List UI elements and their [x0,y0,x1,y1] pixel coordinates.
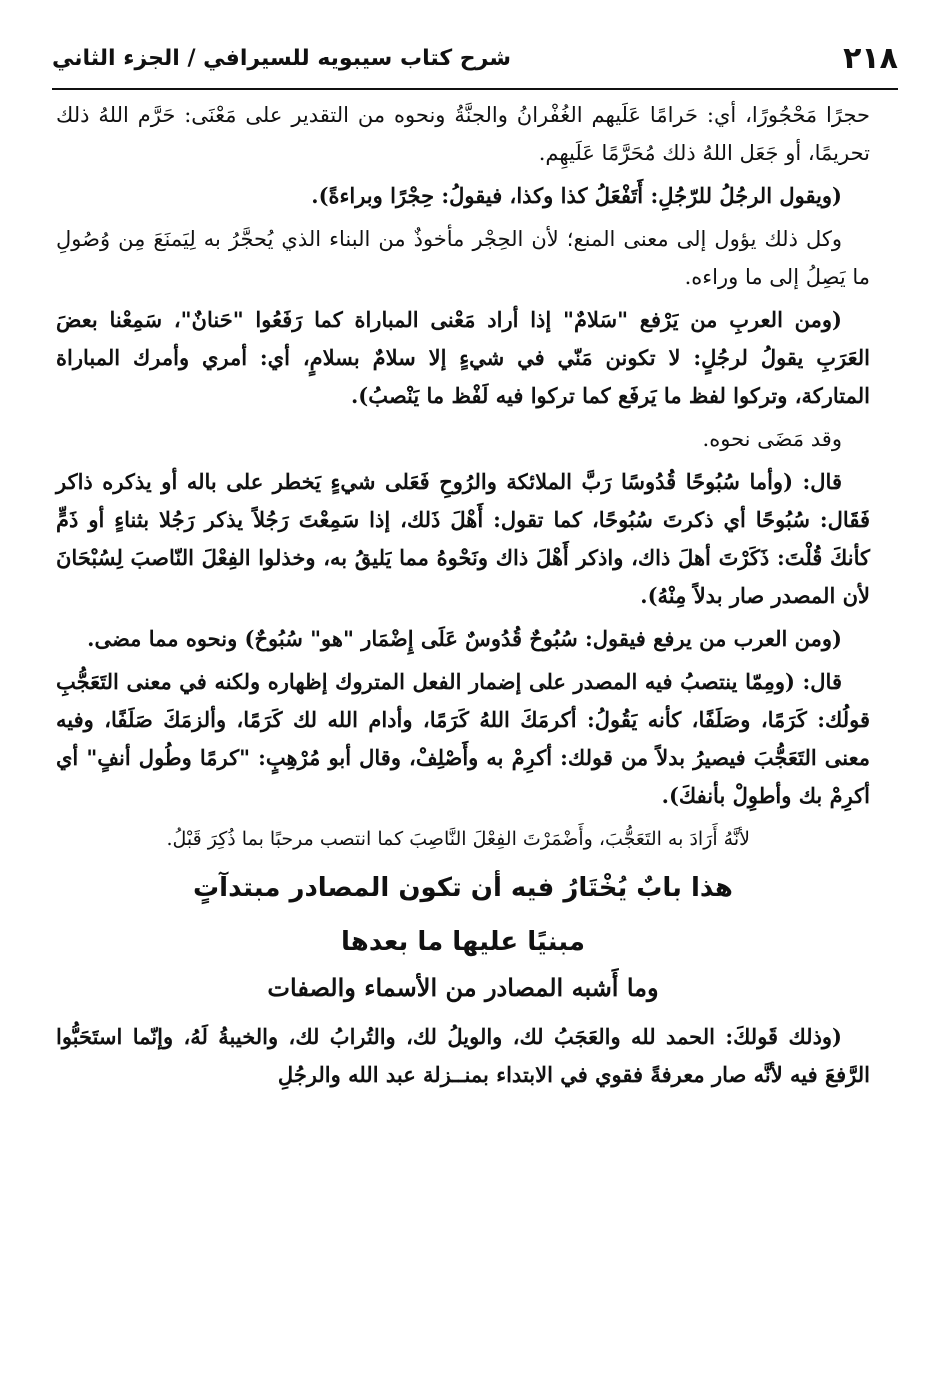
paragraph-6: قال: (وأما سُبُوحًا قُدُوسًا رَبَّ الملائكة والرُوحِ فَعَلى شيءٍ يَخطر على باله أو يذكره ذاكر فَقَال: سُبُوحًا أي ذكرتَ سُبُوحًا، كما تقول: أَهْلَ ذَلك، إذا سَمِعْتَ رَجُلاً يذكر رَجُلا بثناءٍ أو ذَمٍّ كأنكَ قُلْتَ: ذَكَرْتَ أهلَ ذاك، واذكر أَهْلَ ذاك ونَحْوهُ مما يَليقُ به، وخذلوا الفِعْلَ النّاصبَ لِسُبْحَانَ لأن المصدر صار بدلاً مِنْهُ). [56,469,870,608]
paragraph-1: حجرًا مَحْجُورًا، أي: حَرامًا عَلَيهم الغُفْرانُ والجنَّةُ ونحوه من التقدير على مَعْنَى: حَرَّم اللهُ ذلك تحريمًا، أو جَعَل اللهُ ذلك مُحَرَّمًا عَلَيهِم. [56,103,870,165]
paragraph-9: لأنَّهُ أَرَادَ به التَعَجُّبَ، وأَضْمَرْتَ الفِعْلَ النَّاصِبَ كما انتصب مرحبًا بما ذُكِرَ قَبْلُ. [166,828,750,850]
paragraph-2: (ويقول الرجُلُ للرّجُلِ: أَتَفْعَلُ كذا وكذا، فيقولُ: حِجْرًا وبراءةً). [311,183,842,208]
page-body [56,96,870,1099]
paragraph-5: وقد مَضَى نحوه. [702,427,842,451]
section-subheading: وما أَشبه المصادر من الأسماء والصفات [267,973,659,1002]
page-header [52,30,898,86]
running-title: شرح كتاب سيبويه للسيرافي / الجزء الثاني [52,45,511,71]
section-heading-line-1: هذا بابٌ يُخْتَارُ فيه أن تكون المصادر مبتدآتٍ [193,873,733,903]
paragraph-7: (ومن العرب من يرفع فيقول: سُبُوحٌ قُدُوسٌ عَلَى إِضْمَار "هو" سُبُوحٌ) ونحوه مما مضى. [87,626,842,651]
closing-paragraph: (وذلك قَولكَ: الحمد لله والعَجَبُ لك، والويلُ لك، والتُرابُ لك، والخيبةُ لَهُ، وإنّما استَحَبُّوا الرَّفعَ فيه لأنَّه صار معرفةً فقوي في الابتداء بمنــزلة عبد الله والرجُلِ [56,1024,870,1087]
page-number: ٢١٨ [843,40,898,76]
paragraph-3: وكل ذلك يؤول إلى معنى المنع؛ لأن الحِجْر مأخوذٌ من البناء الذي يُحجَّرُ به لِيَمنَعَ مِن وُصُولِ ما يَصِلُ إلى ما وراءه. [56,227,870,289]
section-heading-line-2: مبنيًا عليها ما بعدها [341,927,585,957]
paragraph-4: (ومن العربِ من يَرْفع "سَلامٌ" إذا أراد مَعْنى المباراة كما رَفَعُوا "حَنانٌ"، سَمِعْنا بعضَ العَرَبِ يقولُ لرجُلٍ: لا تكونن مَنّي في شيءٍ إلا سلامٌ بسلامٍ، أي: أمري وأمرك المباراة المتاركة، وتركوا لفظ ما يَرفَع كما تركوا فيه لَفْظ ما يَنْصبُ). [56,307,870,408]
header-divider [52,88,898,90]
paragraph-8: قال: (ومِمّا ينتصبُ فيه المصدر على إضمار الفعل المتروك إظهاره ولكنه في معنى التَعَجُّبِ قولُك: كَرَمًا، وصَلَفًا، كأنه يَقُولُ: أكرمَكَ اللهُ كَرَمًا، وأدام الله لك كَرَمًا، وألزمَكَ صَلَفًا، وفيه معنى التَعَجُّبَ فيصيرُ بدلاً من قولك: أكرِمْ به وأَصْلِفْ، وقال أبو مُرْهِبٍ: "كرمًا وطُول أنفٍ" أي أكرِمْ بك وأطوِلْ بأنفكَ). [56,669,870,808]
